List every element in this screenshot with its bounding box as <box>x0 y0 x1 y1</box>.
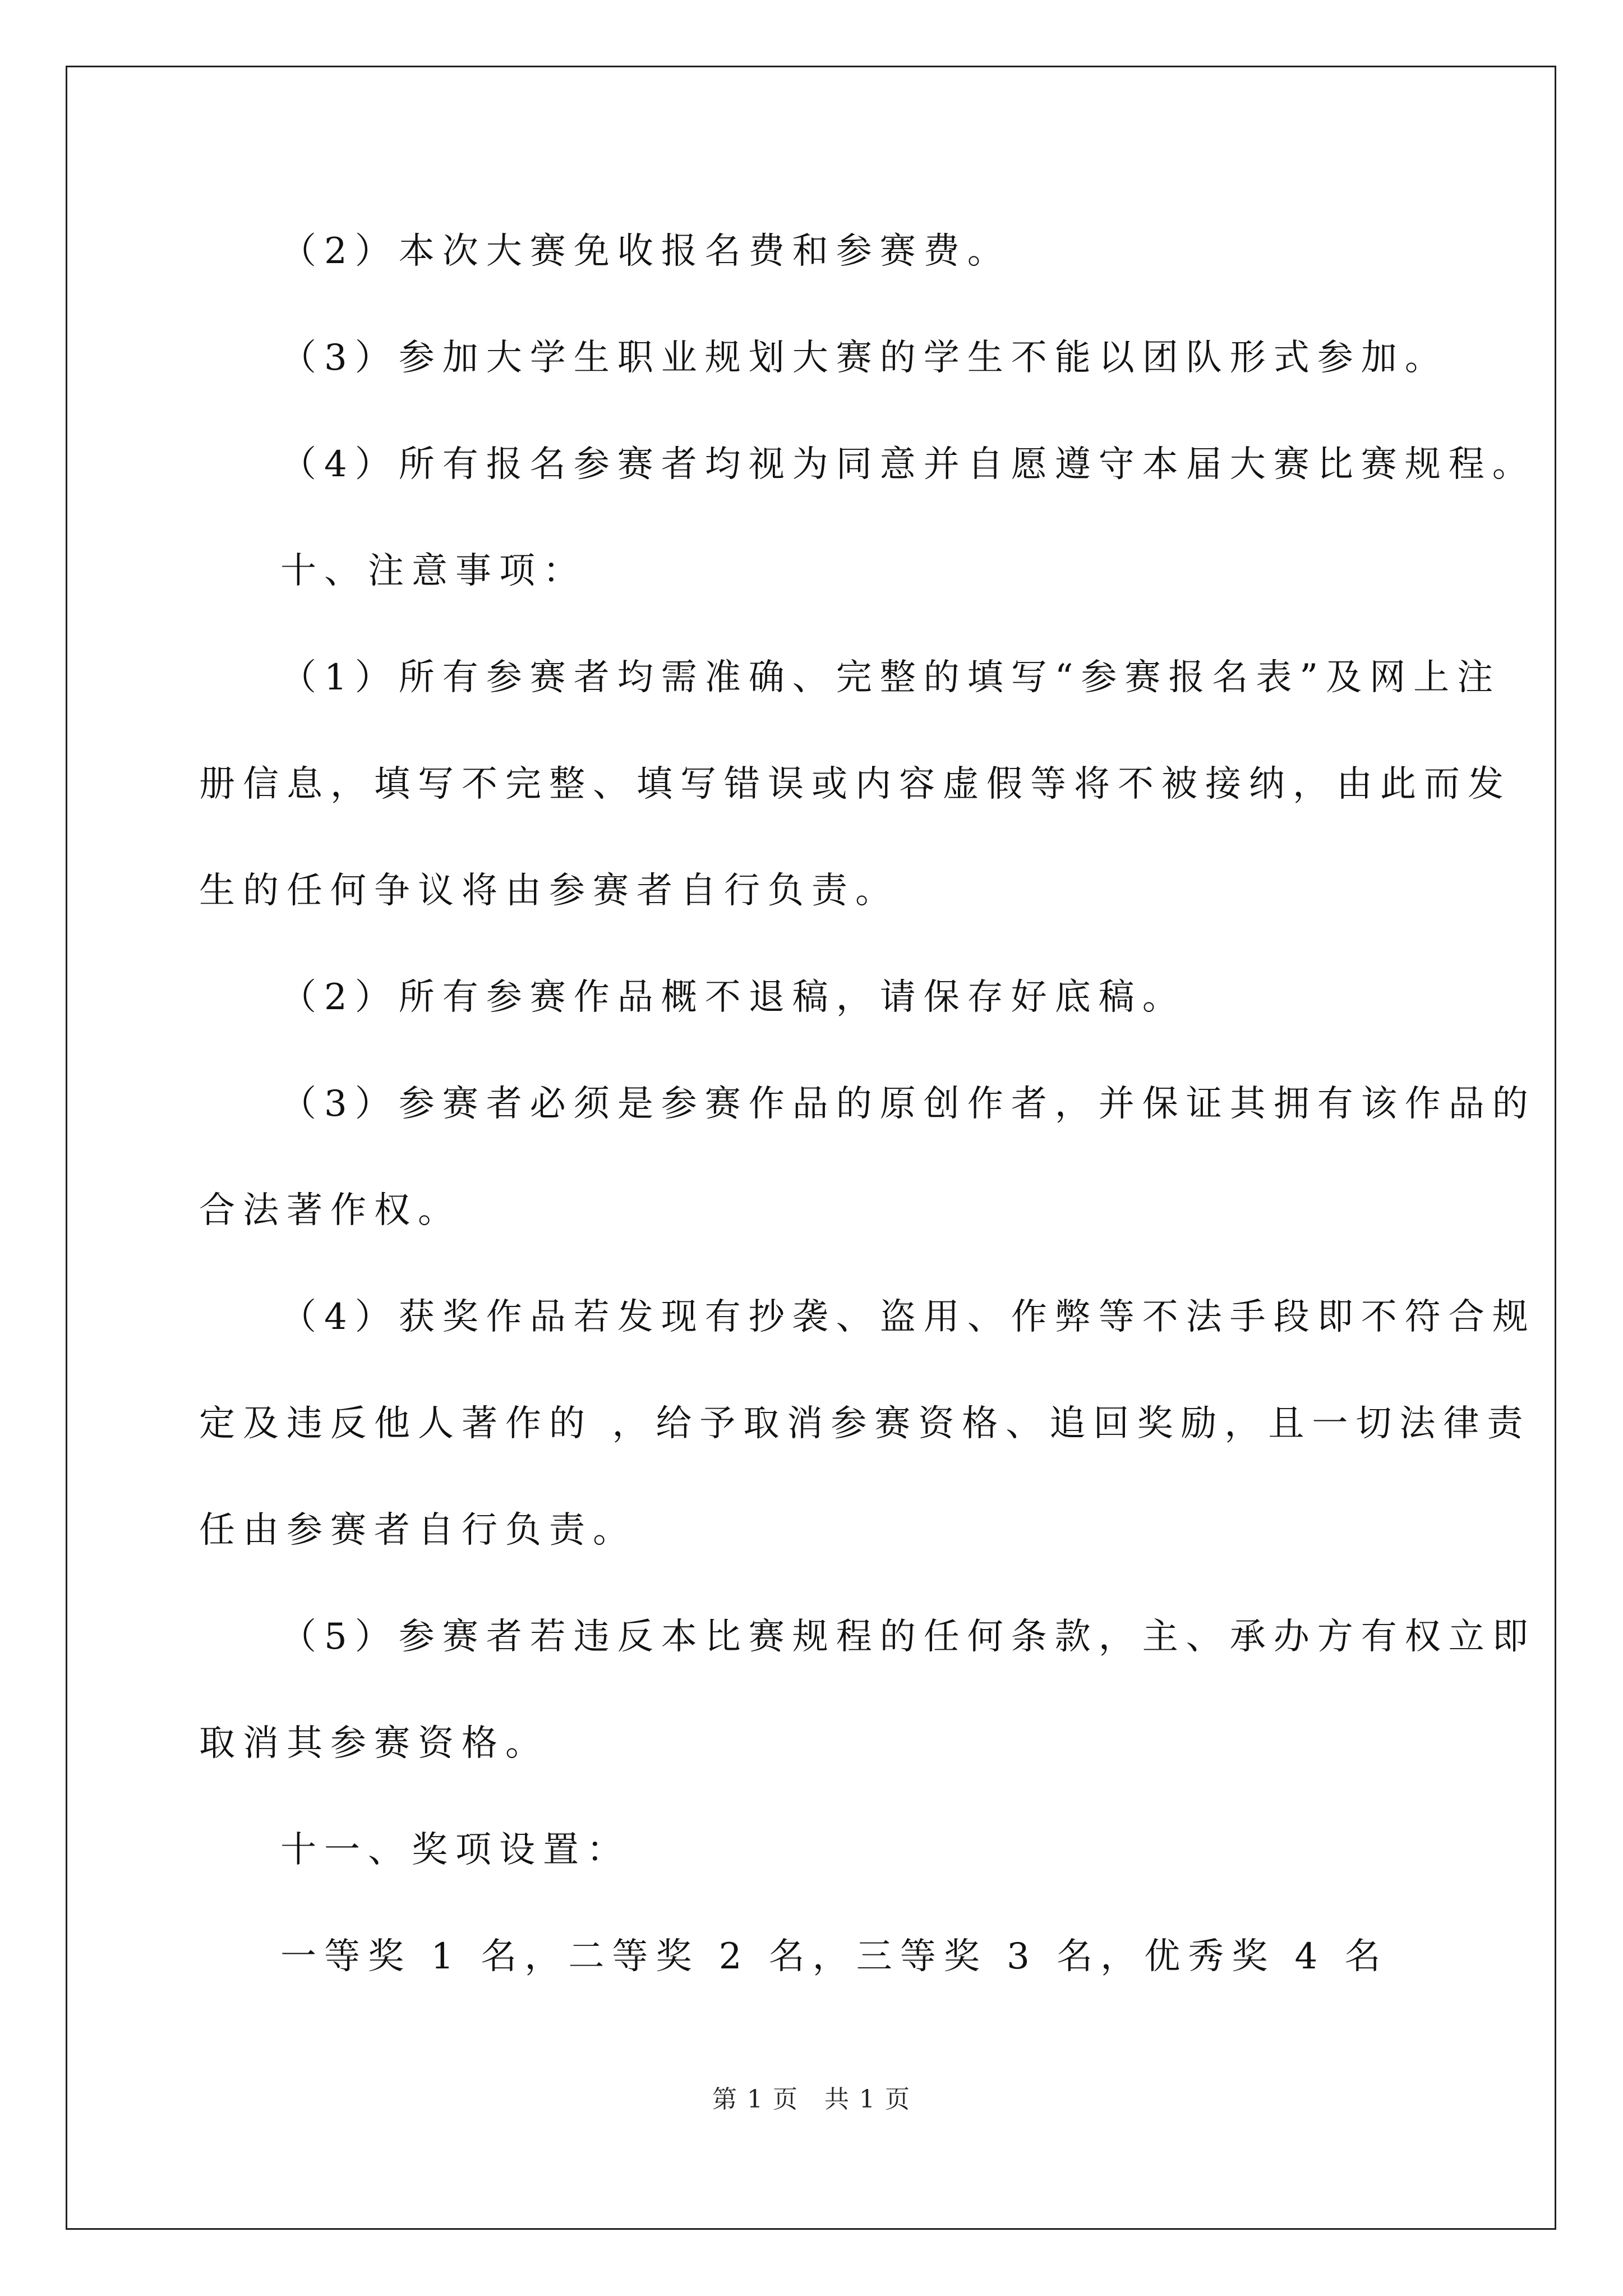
paragraph-line: 定及违反他人著作的 ，给予取消参赛资格、追回奖励，且一切法律责 <box>199 1403 1531 1444</box>
section-heading: 十一、奖项设置： <box>280 1829 630 1871</box>
section-heading: 十、注意事项： <box>280 550 587 592</box>
paragraph-line: 取消其参赛资格。 <box>199 1723 549 1764</box>
paragraph-line: （4）所有报名参赛者均视为同意并自愿遵守本届大赛比赛规程。 <box>280 444 1536 485</box>
paragraph-line: 任由参赛者自行负责。 <box>199 1510 637 1551</box>
paragraph-line: （3）参赛者必须是参赛作品的原创作者，并保证其拥有该作品的 <box>280 1083 1536 1125</box>
paragraph-line: （2）所有参赛作品概不退稿，请保存好底稿。 <box>280 977 1186 1018</box>
paragraph-line: （4）获奖作品若发现有抄袭、盗用、作弊等不法手段即不符合规 <box>280 1296 1536 1338</box>
page-number-footer: 第 1 页 共 1 页 <box>712 2085 911 2114</box>
paragraph-line: 一等奖 1 名，二等奖 2 名，三等奖 3 名，优秀奖 4 名 <box>280 1936 1389 1977</box>
paragraph-line: （5）参赛者若违反本比赛规程的任何条款，主、承办方有权立即 <box>280 1616 1536 1658</box>
paragraph-line: （1）所有参赛者均需准确、完整的填写“参赛报名表”及网上注 <box>280 657 1501 698</box>
paragraph-line: 合法著作权。 <box>199 1190 462 1231</box>
page-border <box>66 66 1556 2230</box>
paragraph-line: （2）本次大赛免收报名费和参赛费。 <box>280 231 1011 272</box>
paragraph-line: 册信息，填写不完整、填写错误或内容虚假等将不被接纳，由此而发 <box>199 763 1511 805</box>
paragraph-line: 生的任何争议将由参赛者自行负责。 <box>199 870 899 912</box>
paragraph-line: （3）参加大学生职业规划大赛的学生不能以团队形式参加。 <box>280 337 1449 379</box>
